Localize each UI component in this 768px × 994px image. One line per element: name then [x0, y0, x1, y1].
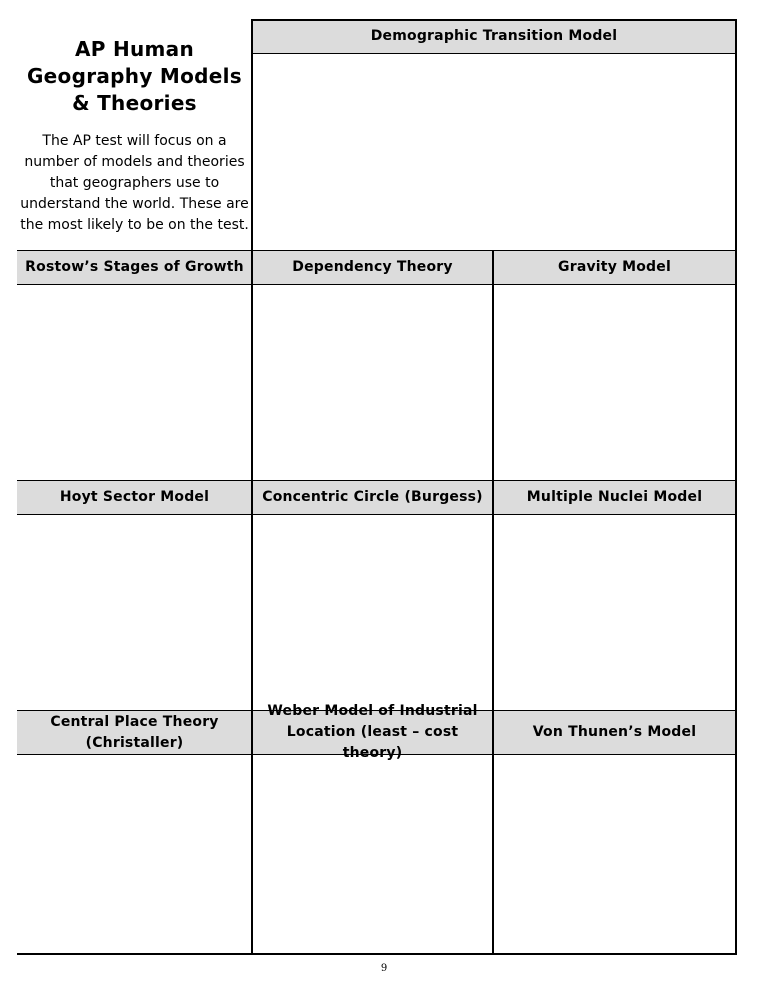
- answer-cell-weber-model: [252, 755, 493, 954]
- grid-line-col2: [492, 250, 494, 954]
- answer-cell-von-thunen: [493, 755, 736, 954]
- header-rostow: Rostow’s Stages of Growth: [17, 250, 252, 285]
- grid-line-bottom: [17, 953, 737, 955]
- header-concentric-circle: Concentric Circle (Burgess): [252, 480, 493, 515]
- header-multiple-nuclei: Multiple Nuclei Model: [493, 480, 736, 515]
- answer-cell-central-place: [17, 755, 252, 954]
- header-dependency-theory: Dependency Theory: [252, 250, 493, 285]
- answer-cell-rostow: [17, 285, 252, 480]
- answer-cell-concentric-circle: [252, 515, 493, 710]
- header-central-place: Central Place Theory (Christaller): [17, 710, 252, 755]
- answer-cell-gravity-model: [493, 285, 736, 480]
- grid-line-col1: [251, 19, 253, 954]
- grid-line-top: [252, 19, 737, 21]
- grid-line-right: [735, 19, 737, 954]
- page-number: 9: [380, 963, 388, 974]
- answer-cell-hoyt-sector: [17, 515, 252, 710]
- page-title: AP Human Geography Models & Theories: [26, 37, 243, 115]
- answer-cell-demographic-transition: [252, 54, 736, 250]
- header-demographic-transition: Demographic Transition Model: [252, 19, 736, 54]
- header-weber-model: Weber Model of Industrial Location (least – cost theory): [252, 710, 493, 755]
- intro-block: [17, 19, 252, 249]
- answer-cell-dependency-theory: [252, 285, 493, 480]
- intro-text: The AP test will focus on a number of models and theories that geographers use to understand the world. These are the most likely to be on the test.: [20, 133, 249, 233]
- answer-cell-multiple-nuclei: [493, 515, 736, 710]
- header-von-thunen: Von Thunen’s Model: [493, 710, 736, 755]
- header-hoyt-sector: Hoyt Sector Model: [17, 480, 252, 515]
- header-gravity-model: Gravity Model: [493, 250, 736, 285]
